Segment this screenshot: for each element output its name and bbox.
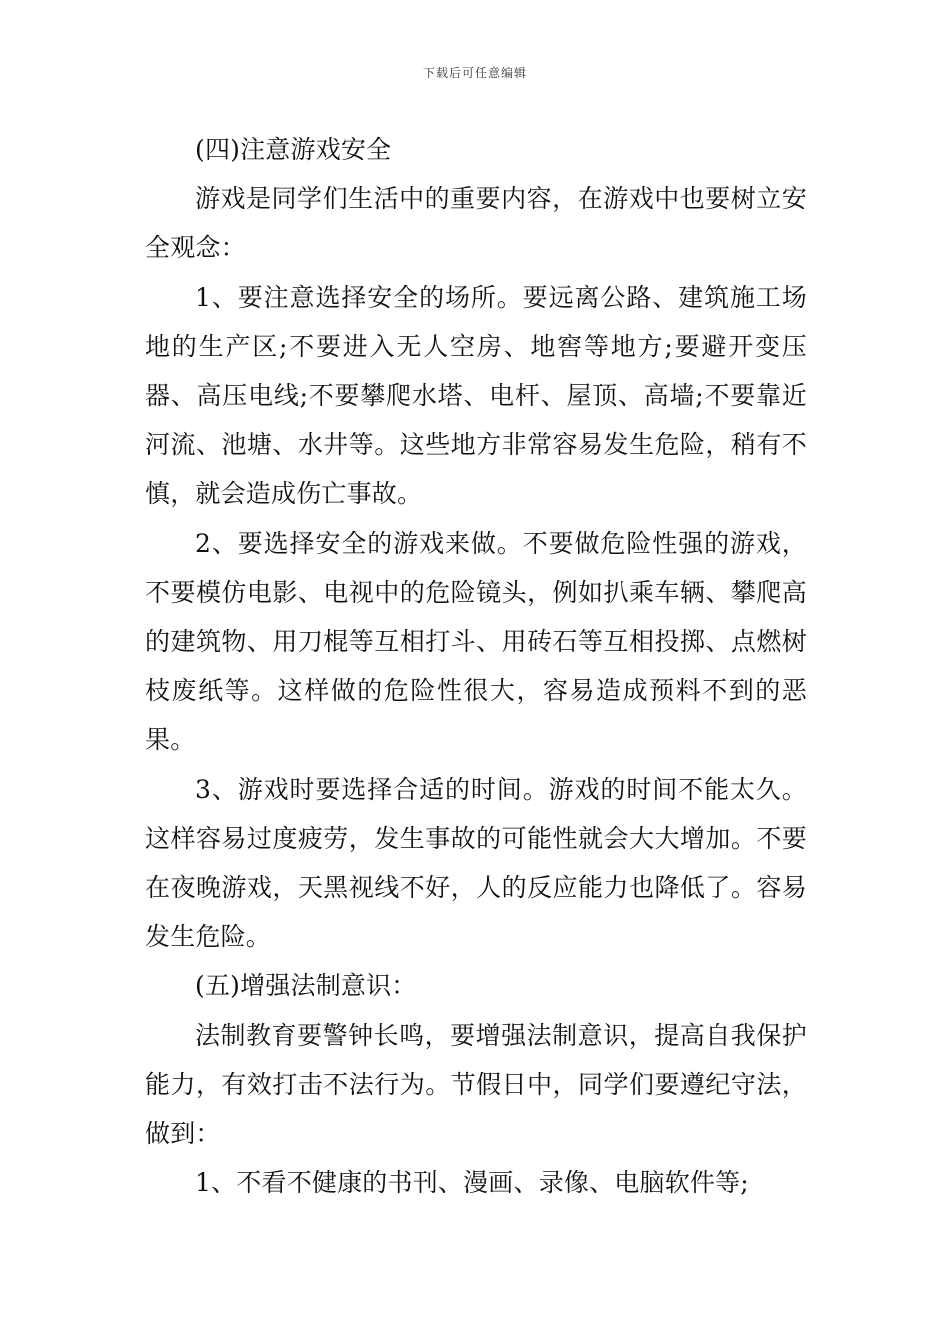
section-heading-game-safety: (四)注意游戏安全 — [195, 135, 392, 164]
document-body — [145, 125, 807, 1207]
page-header: 下载后可任意编辑 — [422, 66, 527, 80]
paragraph-no-unhealthy-media: 1、不看不健康的书刊、漫画、录像、电脑软件等; — [195, 1168, 749, 1198]
section-heading-legal-awareness: (五)增强法制意识： — [195, 971, 417, 1001]
paragraph-safe-time: 3、游戏时要选择合适的时间。游戏的时间不能太久。这样容易过度疲劳，发生事故的可能性就会大大增加。不要在夜晚游戏，天黑视线不好，人的反应能力也降低了。容易发生危险。 — [145, 774, 807, 952]
paragraph-safe-location: 1、要注意选择安全的场所。要远离公路、建筑施工场地的生产区;不要进入无人空房、地窖等地方;要避开变压器、高压电线;不要攀爬水塔、电杆、屋顶、高墙;不要靠近河流、池塘、水井等。这些地方非常容易发生危险，稍有不慎，就会造成伤亡事故。 — [145, 282, 807, 509]
paragraph-intro-game-safety: 游戏是同学们生活中的重要内容，在游戏中也要树立安全观念： — [145, 184, 807, 263]
paragraph-intro-legal: 法制教育要警钟长鸣，要增强法制意识，提高自我保护能力，有效打击不法行为。节假日中，同学们要遵纪守法，做到： — [145, 1020, 807, 1149]
paragraph-safe-games: 2、要选择安全的游戏来做。不要做危险性强的游戏，不要模仿电影、电视中的危险镜头，例如扒乘车辆、攀爬高的建筑物、用刀棍等互相打斗、用砖石等互相投掷、点燃树枝废纸等。这样做的危险性很大，容易造成预料不到的恶果。 — [145, 528, 807, 755]
